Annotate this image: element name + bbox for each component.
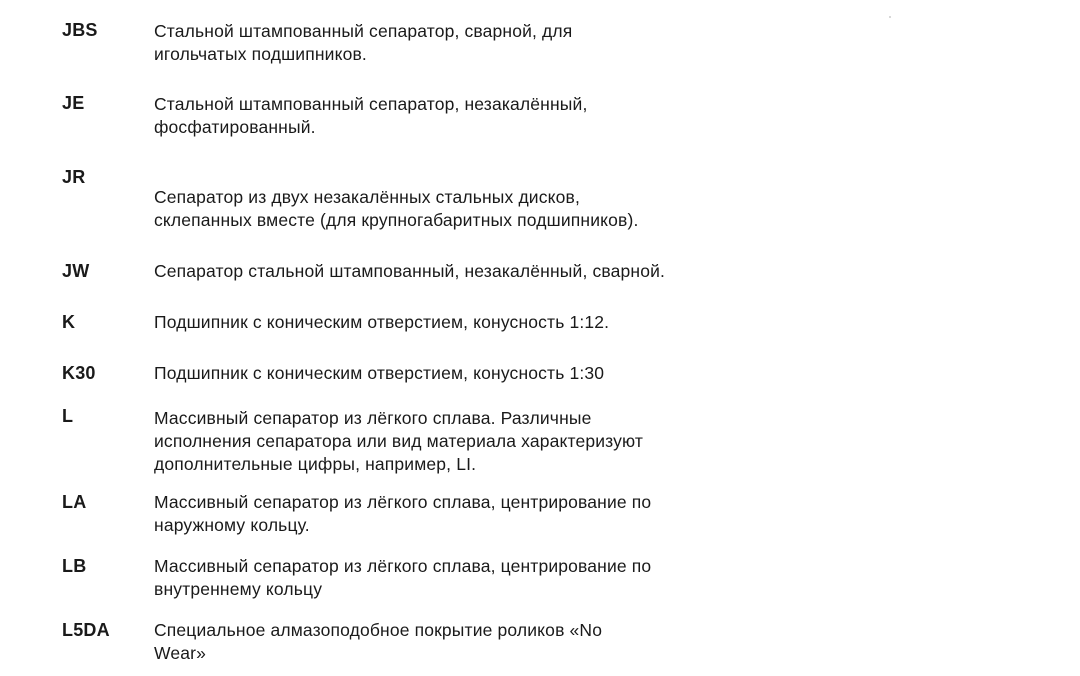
description-line: Сепаратор из двух незакалённых стальных дисков, (154, 187, 580, 207)
description-line: Стальной штампованный сепаратор, незакалённый, (154, 94, 588, 114)
description-line: фосфатированный. (154, 117, 316, 137)
description (154, 555, 794, 601)
description-line: Массивный сепаратор из лёгкого сплава. Различные (154, 408, 592, 428)
description-line: Массивный сепаратор из лёгкого сплава, центрирование по (154, 556, 652, 576)
code-label: L5DA (62, 620, 110, 640)
code-label: LA (62, 492, 87, 512)
code-label: JE (62, 93, 85, 113)
description (154, 491, 794, 537)
code-label: LB (62, 556, 87, 576)
description (154, 311, 794, 334)
description-line: внутреннему кольцу (154, 579, 323, 599)
description (154, 362, 794, 385)
description (154, 407, 794, 476)
description-line: Стальной штампованный сепаратор, сварной, для (154, 21, 573, 41)
code-label: JR (62, 167, 86, 187)
description-line: склепанных вместе (для крупногабаритных подшипников). (154, 210, 639, 230)
code-label: JBS (62, 20, 98, 40)
description-line: игольчатых подшипников. (154, 44, 367, 64)
code-label: K30 (62, 363, 96, 383)
description-line: исполнения сепаратора или вид материала характеризуют (154, 431, 644, 451)
description (154, 619, 794, 665)
code-label: L (62, 406, 74, 426)
code-label: K (62, 312, 76, 332)
scan-speck (889, 16, 891, 18)
code-label: JW (62, 261, 90, 281)
description-line: Сепаратор стальной штампованный, незакалённый, сварной. (154, 261, 666, 281)
description-line: наружному кольцу. (154, 515, 310, 535)
description (154, 260, 794, 283)
description (154, 186, 794, 232)
description-line: Подшипник с коническим отверстием, конусность 1:30 (154, 363, 605, 383)
description-line: Wear» (154, 643, 206, 663)
description-line: Специальное алмазоподобное покрытие роликов «No (154, 620, 603, 640)
description-line: дополнительные цифры, например, LI. (154, 454, 477, 474)
description-line: Массивный сепаратор из лёгкого сплава, центрирование по (154, 492, 652, 512)
description (154, 20, 794, 66)
description (154, 93, 794, 139)
description-line: Подшипник с коническим отверстием, конусность 1:12. (154, 312, 610, 332)
